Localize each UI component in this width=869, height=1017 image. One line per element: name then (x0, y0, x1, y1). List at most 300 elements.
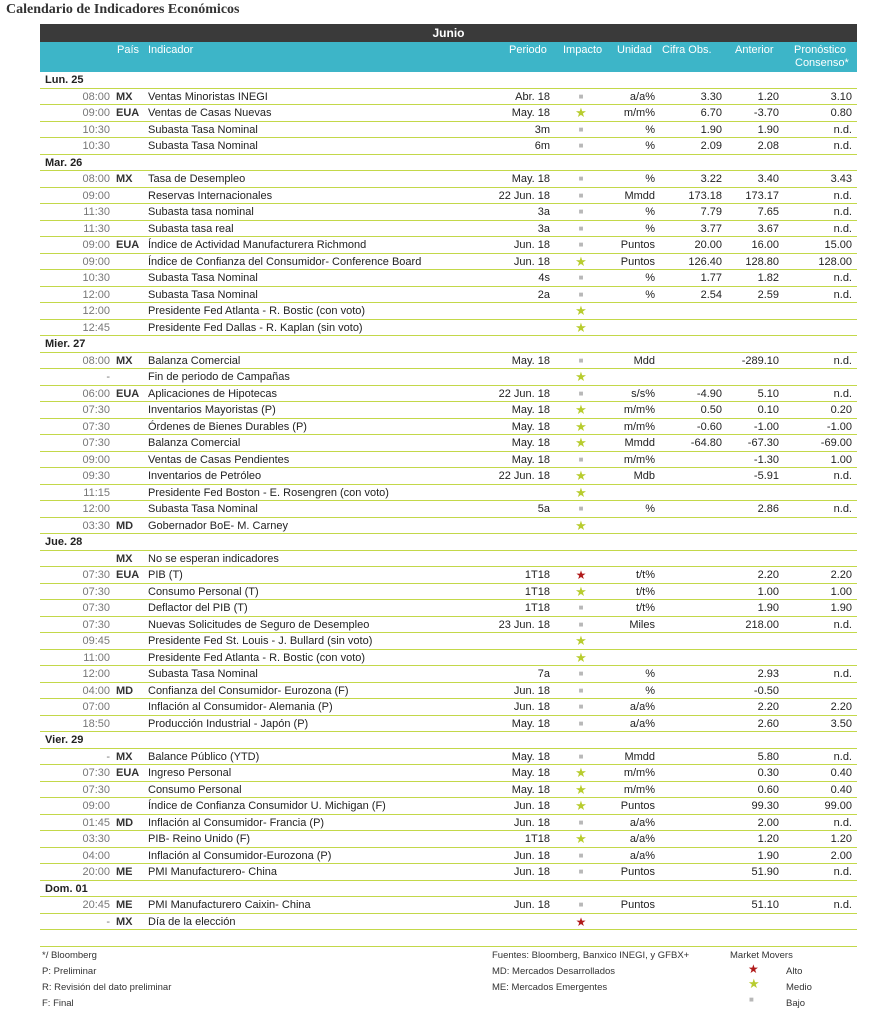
legend-bajo-icon: ■ (749, 995, 754, 1004)
unit-cell: Mmdd (624, 750, 655, 763)
impact-bajo-icon: ■ (578, 207, 584, 216)
unit-cell: Puntos (620, 255, 655, 268)
previous-cell: 7.65 (757, 206, 779, 218)
observed-cell: 1.90 (700, 123, 722, 136)
period-cell: May. 18 (511, 453, 550, 466)
previous-cell: 16.00 (751, 239, 779, 251)
previous-cell: 3.67 (757, 222, 779, 235)
indicator-cell: Subasta Tasa Nominal (148, 668, 258, 680)
time-cell: 08:00 (82, 90, 110, 103)
country-cell: MX (116, 354, 133, 367)
legend-medio-label: Medio (786, 982, 812, 993)
period-cell: 1T18 (524, 569, 550, 581)
impact-bajo-icon: ■ (578, 718, 584, 728)
previous-cell: 2.93 (757, 668, 779, 680)
period-cell: 3a (537, 206, 550, 218)
indicator-cell: PMI Manufacturero- China (148, 866, 277, 878)
period-cell: Jun. 18 (513, 684, 550, 697)
country-cell: EUA (116, 767, 140, 779)
indicator-row (40, 171, 857, 188)
impact-medio-icon: ★ (575, 649, 587, 665)
previous-cell: 0.30 (757, 767, 779, 779)
previous-cell: 2.60 (757, 717, 779, 730)
unit-cell: s/s% (631, 387, 655, 400)
time-cell: 09:00 (82, 239, 110, 251)
unit-cell: Mmdd (624, 437, 655, 449)
impact-medio-icon: ★ (575, 583, 587, 599)
consensus-cell: n.d. (833, 618, 852, 631)
consensus-cell: 1.20 (830, 833, 852, 845)
legend-alto-icon: ★ (748, 962, 759, 976)
header-periodo: Periodo (509, 44, 547, 56)
indicator-cell: Presidente Fed Dallas - R. Kaplan (sin voto) (148, 321, 363, 334)
footer-sources: Fuentes: Bloomberg, Banxico INEGI, y GFBX+ (492, 950, 690, 961)
period-cell: 1T18 (524, 602, 550, 614)
consensus-cell: n.d. (833, 899, 852, 911)
header-impacto: Impacto (563, 44, 603, 56)
period-cell: 6m (534, 140, 550, 152)
consensus-cell: n.d. (833, 470, 852, 482)
indicator-row (40, 815, 857, 832)
previous-cell: 0.60 (757, 783, 779, 796)
period-cell: May. 18 (511, 420, 550, 433)
indicator-row (40, 303, 857, 320)
indicator-row (40, 89, 857, 106)
previous-cell: 173.17 (745, 189, 779, 202)
time-cell: 12:00 (82, 288, 110, 301)
indicator-cell: Subasta Tasa Nominal (148, 123, 258, 136)
unit-cell: t/t% (636, 585, 655, 598)
unit-cell: % (645, 140, 655, 152)
observed-cell: 3.22 (700, 173, 722, 185)
time-cell: 06:00 (82, 387, 110, 400)
indicator-row (40, 699, 857, 716)
country-cell: MX (116, 750, 133, 763)
time-cell: 07:30 (82, 437, 110, 449)
time-cell: 20:00 (82, 866, 110, 878)
month-header: Junio (40, 24, 857, 42)
time-cell: 09:00 (82, 255, 110, 268)
indicator-cell: Subasta tasa real (148, 222, 234, 235)
time-cell: 10:30 (82, 123, 110, 136)
unit-cell: % (645, 684, 655, 697)
indicator-row (40, 782, 857, 799)
day-label: Mar. 26 (45, 156, 83, 169)
consensus-cell: n.d. (833, 866, 852, 878)
unit-cell: m/m% (623, 783, 655, 796)
footer-notes (40, 946, 857, 1009)
country-cell: MX (116, 915, 133, 928)
time-cell: 09:00 (82, 107, 110, 119)
consensus-cell: 1.90 (830, 602, 852, 614)
indicator-row (40, 402, 857, 419)
indicator-row (40, 320, 857, 337)
unit-cell: % (645, 503, 655, 515)
header-anterior: Anterior (735, 44, 774, 56)
unit-cell: % (645, 173, 655, 185)
indicator-cell: Inventarios Mayoristas (P) (148, 404, 276, 416)
indicator-row (40, 864, 857, 881)
time-cell: 12:45 (82, 321, 110, 334)
impact-medio-icon: ★ (575, 468, 587, 483)
legend-alto-label: Alto (786, 966, 803, 977)
previous-cell: -289.10 (741, 354, 779, 367)
indicator-row (40, 798, 857, 815)
time-cell: 01:45 (82, 816, 110, 829)
footer-md: MD: Mercados Desarrollados (492, 966, 616, 977)
unit-cell: Puntos (620, 899, 655, 911)
time-cell: 09:00 (82, 453, 110, 466)
consensus-cell: n.d. (833, 750, 852, 763)
period-cell: Jun. 18 (513, 239, 550, 251)
time-cell: 12:00 (82, 503, 110, 515)
period-cell: 1T18 (524, 585, 550, 598)
impact-medio-icon: ★ (575, 633, 587, 648)
period-cell: 22 Jun. 18 (498, 387, 550, 400)
impact-medio-icon: ★ (575, 319, 587, 335)
impact-bajo-icon: ■ (578, 900, 584, 909)
observed-cell: 6.70 (700, 107, 722, 119)
day-label: Jue. 28 (45, 536, 83, 548)
period-cell: May. 18 (511, 717, 550, 730)
unit-cell: a/a% (629, 833, 655, 845)
indicator-row (40, 501, 857, 518)
time-cell: 07:30 (82, 602, 110, 614)
impact-medio-icon: ★ (575, 402, 587, 417)
previous-cell: 1.90 (757, 123, 779, 136)
time-cell: 04:00 (82, 684, 110, 697)
consensus-cell: n.d. (833, 272, 852, 284)
indicator-cell: Inflación al Consumidor- Alemania (P) (148, 701, 333, 713)
unit-cell: % (645, 222, 655, 235)
consensus-cell: 3.10 (830, 90, 852, 103)
indicator-row (40, 237, 857, 254)
day-header-row (40, 881, 857, 898)
indicator-row (40, 666, 857, 683)
indicator-row (40, 452, 857, 469)
indicator-cell: Índice de Actividad Manufacturera Richmond (148, 239, 367, 251)
time-cell: - (106, 915, 110, 928)
indicator-cell: Subasta Tasa Nominal (148, 288, 258, 301)
previous-cell: 3.40 (757, 173, 779, 185)
period-cell: 22 Jun. 18 (498, 189, 550, 202)
time-cell: 07:30 (82, 585, 110, 598)
time-cell: 10:30 (82, 140, 110, 152)
indicator-row (40, 848, 857, 865)
country-cell: ME (116, 899, 133, 911)
impact-bajo-icon: ■ (578, 141, 584, 150)
country-cell: EUA (116, 387, 140, 400)
indicator-cell: Fin de periodo de Campañas (148, 371, 290, 383)
impact-bajo-icon: ■ (578, 273, 584, 282)
time-cell: 11:00 (83, 651, 110, 664)
previous-cell: -67.30 (747, 437, 779, 449)
impact-medio-icon: ★ (575, 798, 587, 813)
unit-cell: Puntos (620, 866, 655, 878)
unit-cell: % (645, 206, 655, 218)
previous-cell: 1.00 (757, 585, 779, 598)
time-cell: 07:30 (82, 569, 110, 581)
indicator-row (40, 600, 857, 617)
time-cell: 08:00 (82, 173, 110, 185)
indicator-row (40, 435, 857, 452)
consensus-cell: n.d. (833, 668, 852, 680)
indicator-row (40, 518, 857, 535)
unit-cell: a/a% (629, 90, 655, 103)
header-cifra: Cifra Obs. (662, 44, 712, 56)
period-cell: May. 18 (511, 750, 550, 763)
indicator-cell: Subasta Tasa Nominal (148, 503, 258, 515)
impact-bajo-icon: ■ (578, 867, 584, 876)
country-cell: MX (116, 173, 133, 185)
time-cell: 04:00 (82, 849, 110, 862)
consensus-cell: 3.50 (830, 717, 852, 730)
unit-cell: a/a% (629, 849, 655, 862)
unit-cell: m/m% (623, 767, 655, 779)
indicator-cell: Índice de Confianza del Consumidor- Conference Board (148, 255, 422, 268)
country-cell: ME (116, 866, 133, 878)
legend-medio-icon: ★ (748, 976, 760, 991)
indicator-cell: Día de la elección (148, 915, 236, 928)
consensus-cell: 0.40 (830, 783, 852, 796)
observed-cell: 0.50 (700, 404, 722, 416)
period-cell: May. 18 (511, 107, 550, 119)
impact-bajo-icon: ■ (578, 603, 584, 612)
unit-cell: m/m% (623, 107, 655, 119)
indicator-cell: Balanza Comercial (148, 437, 241, 449)
header-indicador: Indicador (148, 44, 194, 56)
impact-bajo-icon: ■ (578, 817, 584, 827)
observed-cell: 20.00 (694, 239, 722, 251)
period-cell: 3a (537, 222, 550, 235)
indicator-cell: Tasa de Desempleo (148, 173, 246, 185)
time-cell: 10:30 (82, 272, 110, 284)
previous-cell: 2.08 (757, 140, 779, 152)
unit-cell: t/t% (636, 602, 655, 614)
indicator-cell: Presidente Fed Atlanta - R. Bostic (con voto) (148, 305, 366, 317)
previous-cell: 128.80 (745, 255, 779, 268)
unit-cell: Mdb (633, 470, 655, 482)
impact-bajo-icon: ■ (578, 190, 584, 200)
impact-bajo-icon: ■ (578, 240, 584, 249)
time-cell: 03:30 (82, 833, 110, 845)
previous-cell: 2.20 (757, 569, 779, 581)
indicator-row (40, 749, 857, 766)
previous-cell: 0.10 (757, 404, 779, 416)
footer-note-preliminar: P: Preliminar (42, 966, 97, 977)
previous-cell: 51.10 (751, 899, 779, 911)
consensus-cell: 2.00 (830, 849, 852, 862)
country-cell: MX (116, 90, 133, 103)
indicator-cell: Inflación al Consumidor- Francia (P) (148, 816, 325, 829)
consensus-cell: n.d. (833, 387, 852, 400)
indicator-row (40, 122, 857, 139)
previous-cell: -1.30 (753, 453, 779, 466)
period-cell: Jun. 18 (513, 816, 550, 829)
observed-cell: 126.40 (688, 255, 722, 268)
header-unidad: Unidad (617, 44, 652, 56)
day-header-row (40, 155, 857, 172)
legend-title: Market Movers (730, 950, 793, 961)
indicator-cell: Inventarios de Petróleo (148, 470, 262, 482)
previous-cell: -5.91 (753, 470, 779, 482)
indicator-cell: Consumo Personal (148, 783, 242, 796)
impact-medio-icon: ★ (575, 484, 587, 500)
observed-cell: 7.79 (700, 206, 722, 218)
unit-cell: Miles (629, 618, 655, 631)
header-pronostico: Pronóstico (794, 44, 846, 56)
previous-cell: 99.30 (751, 800, 779, 812)
period-cell: May. 18 (511, 173, 550, 185)
time-cell: 20:45 (82, 899, 110, 911)
day-header-row (40, 72, 857, 89)
indicator-cell: Presidente Fed St. Louis - J. Bullard (sin voto) (148, 635, 373, 647)
indicator-cell: Índice de Confianza Consumidor U. Michigan (F) (148, 800, 386, 812)
consensus-cell: 1.00 (830, 585, 852, 598)
indicator-row (40, 287, 857, 304)
period-cell: May. 18 (511, 404, 550, 416)
header-pais: País (117, 44, 140, 56)
indicator-row (40, 765, 857, 782)
consensus-cell: n.d. (833, 354, 852, 367)
country-cell: MD (116, 684, 134, 697)
unit-cell: % (645, 123, 655, 136)
unit-cell: m/m% (623, 453, 655, 466)
impact-bajo-icon: ■ (578, 174, 584, 183)
period-cell: Jun. 18 (513, 849, 550, 862)
indicator-row (40, 353, 857, 370)
impact-bajo-icon: ■ (578, 669, 584, 678)
impact-bajo-icon: ■ (578, 454, 584, 464)
indicator-cell: Gobernador BoE- M. Carney (148, 519, 289, 532)
impact-medio-icon: ★ (575, 831, 587, 846)
day-header-row (40, 336, 857, 353)
previous-cell: -3.70 (753, 107, 779, 119)
previous-cell: -1.00 (753, 420, 779, 433)
impact-medio-icon: ★ (575, 517, 587, 533)
indicator-row (40, 468, 857, 485)
footer-note-final: F: Final (42, 998, 74, 1009)
indicator-row (40, 551, 857, 568)
time-cell: 03:30 (82, 519, 110, 532)
time-cell: 07:30 (82, 404, 110, 416)
indicator-cell: Consumo Personal (T) (148, 585, 259, 598)
consensus-cell: 3.43 (830, 173, 852, 185)
indicator-cell: Confianza del Consumidor- Eurozona (F) (148, 684, 349, 697)
calendar-rows (40, 72, 857, 930)
day-label: Dom. 01 (45, 882, 88, 895)
period-cell: 1T18 (524, 833, 550, 845)
observed-cell: 3.77 (700, 222, 722, 235)
consensus-cell: -1.00 (826, 420, 852, 433)
indicator-row (40, 105, 857, 122)
unit-cell: Mmdd (624, 189, 655, 202)
consensus-cell: 128.00 (818, 255, 852, 268)
impact-medio-icon: ★ (575, 781, 587, 797)
consensus-cell: -69.00 (820, 437, 852, 449)
impact-medio-icon: ★ (575, 303, 587, 318)
country-cell: MD (116, 816, 134, 829)
impact-bajo-icon: ■ (578, 223, 584, 233)
indicator-row (40, 633, 857, 650)
indicator-row (40, 617, 857, 634)
period-cell: May. 18 (511, 437, 550, 449)
impact-alto-icon: ★ (575, 568, 587, 582)
footer-me: ME: Mercados Emergentes (492, 982, 608, 993)
indicator-cell: Ingreso Personal (148, 767, 232, 779)
indicator-cell: PIB- Reino Unido (F) (148, 833, 251, 845)
time-cell: 08:00 (82, 354, 110, 367)
impact-medio-icon: ★ (575, 435, 587, 450)
unit-cell: Puntos (620, 239, 655, 251)
indicator-cell: Subasta Tasa Nominal (148, 272, 258, 284)
observed-cell: 2.09 (700, 140, 722, 152)
indicator-row (40, 221, 857, 238)
time-cell: 07:30 (82, 783, 110, 796)
impact-medio-icon: ★ (575, 253, 587, 269)
unit-cell: % (645, 668, 655, 680)
consensus-cell: 2.20 (830, 569, 852, 581)
indicator-cell: Subasta tasa nominal (148, 206, 254, 218)
consensus-cell: n.d. (833, 288, 852, 301)
time-cell: 09:45 (82, 635, 110, 647)
consensus-cell: n.d. (833, 123, 852, 136)
indicator-row (40, 650, 857, 667)
unit-cell: a/a% (629, 717, 655, 730)
indicator-row (40, 254, 857, 271)
indicator-cell: No se esperan indicadores (148, 552, 279, 565)
period-cell: May. 18 (511, 354, 550, 367)
time-cell: 11:30 (83, 222, 110, 235)
previous-cell: 2.59 (757, 288, 779, 301)
indicator-cell: PMI Manufacturero Caixin- China (148, 899, 311, 911)
time-cell: 12:00 (82, 668, 110, 680)
period-cell: Jun. 18 (513, 800, 550, 812)
impact-bajo-icon: ■ (578, 850, 584, 860)
period-cell: Abr. 18 (515, 90, 550, 103)
time-cell: 09:00 (82, 800, 110, 812)
consensus-cell: 0.40 (830, 767, 852, 779)
indicator-cell: Deflactor del PIB (T) (148, 602, 248, 614)
time-cell: 12:00 (82, 305, 110, 317)
indicator-cell: Producción Industrial - Japón (P) (148, 717, 309, 730)
indicator-row (40, 485, 857, 502)
previous-cell: -0.50 (753, 684, 779, 697)
indicator-row (40, 419, 857, 436)
consensus-cell: n.d. (833, 140, 852, 152)
country-cell: EUA (116, 569, 140, 581)
period-cell: 7a (537, 668, 550, 680)
previous-cell: 218.00 (745, 618, 779, 631)
observed-cell: 1.77 (700, 272, 722, 284)
indicator-row (40, 386, 857, 403)
indicator-cell: PIB (T) (148, 569, 183, 581)
consensus-cell: n.d. (833, 222, 852, 235)
time-cell: 09:00 (82, 189, 110, 202)
indicator-cell: Subasta Tasa Nominal (148, 140, 258, 152)
period-cell: 3m (534, 123, 550, 136)
observed-cell: -0.60 (696, 420, 722, 433)
unit-cell: a/a% (629, 816, 655, 829)
country-cell: EUA (116, 239, 140, 251)
indicator-row (40, 369, 857, 386)
day-header-row (40, 732, 857, 749)
header-consenso: Consenso* (795, 57, 849, 69)
previous-cell: 51.90 (751, 866, 779, 878)
impact-medio-icon: ★ (575, 369, 587, 384)
time-cell: 07:30 (82, 767, 110, 779)
period-cell: 23 Jun. 18 (498, 618, 550, 631)
